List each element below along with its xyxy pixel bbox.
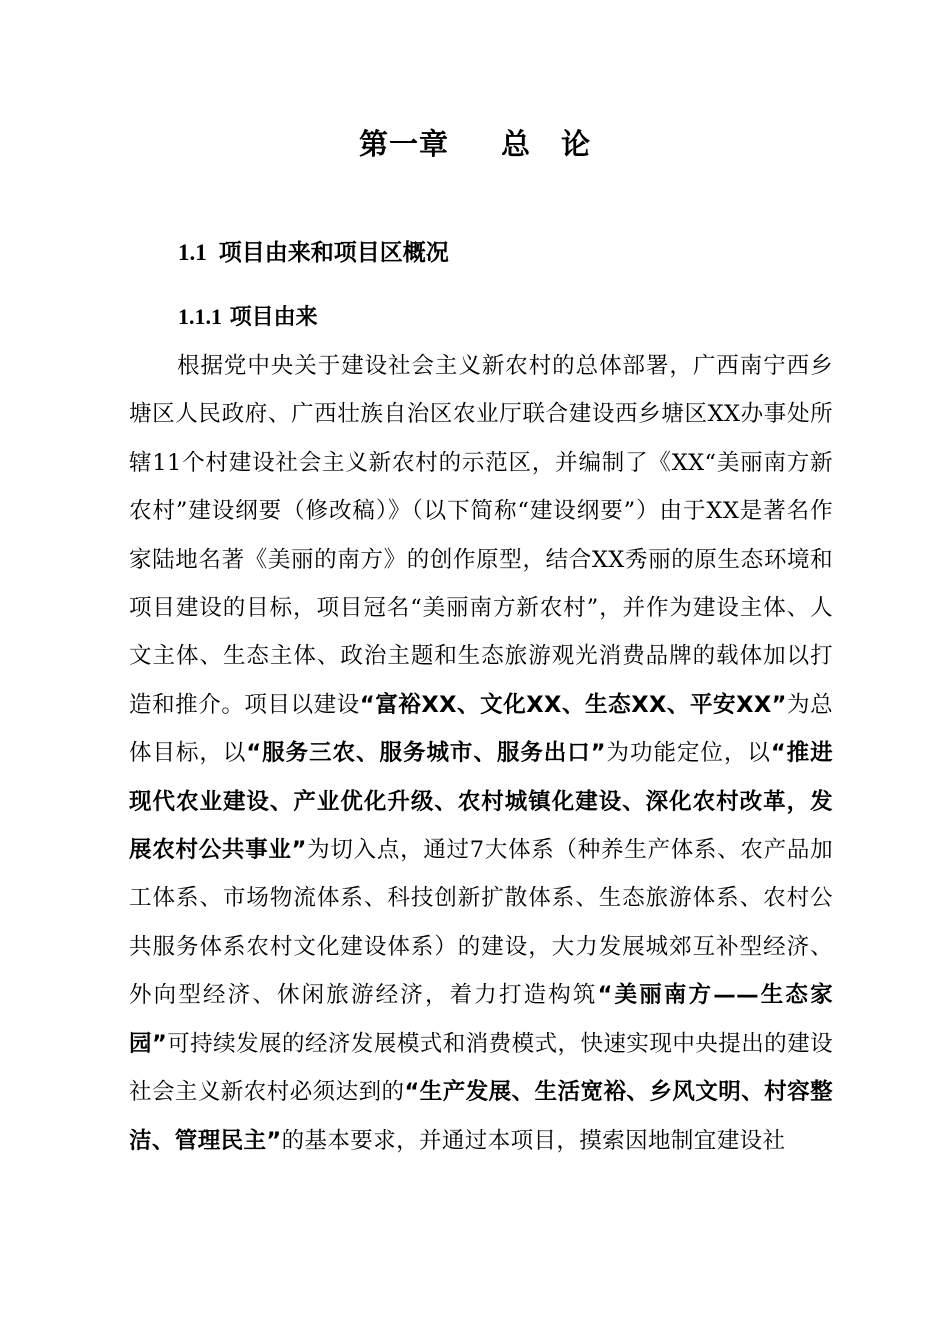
body-text: 根据党中央关于建设社会主义新农村的总体部署，广西南宁西乡塘区人民政府、广西壮族自治区农业厅联合建设西乡塘区XX办事处所辖11个村建设社会主义新农村的示范区，并编制了《XX“美丽南方新农村”建设纲要（修改稿）》（以下简称“建设纲要”）由于XX是著名作家陆地名著《美丽的南方》的创作原型，结合XX秀丽的原生态环境和项目建设的目标，项目冠名“美丽南方新农村”，并作为建设主体、人文主体、生态主体、政治主题和生态旅游观光消费品牌的载体加以打造和推介。项目以建设 <box>129 353 833 718</box>
body-text: 为切入点，通过7大体系（种养生产体系、农产品加工体系、市场物流体系、科技创新扩散体系、生态旅游体系、农村公共服务体系农村文化建设体系）的建设，大力发展城郊互补型经济、外向型经济、休闲旅游经济，着力打造构筑 <box>129 837 833 1009</box>
body-text: 的基本要求，并通过本项目，摸索因地制宜建设社 <box>281 1127 786 1154</box>
section-title: 项目由来和项目区概况 <box>218 240 449 266</box>
emphasis-text: “服务三农、服务城市、服务出口” <box>246 740 606 767</box>
body-text: 为功能定位，以 <box>605 740 771 767</box>
chapter-name: 总 论 <box>501 127 592 161</box>
subsection-heading <box>178 300 318 331</box>
body-text: 可持续发展的经济发展模式和消费模式，快速实现中央提出的建设社会主义新农村必须达到的 <box>129 1030 833 1106</box>
section-number: 1.1 <box>178 240 207 265</box>
emphasis-text: “美丽南方——生态家园” <box>129 982 833 1057</box>
emphasis-text: “推进现代农业建设、产业优化升级、农村城镇化建设、深化农村改革，发展农村公共事业” <box>129 740 833 864</box>
body-paragraph <box>129 342 833 1165</box>
body-text: 为总体目标，以 <box>129 691 833 767</box>
emphasis-text: “富裕XX、文化XX、生态XX、平安XX” <box>359 691 787 718</box>
subsection-number: 1.1.1 <box>178 304 222 329</box>
section-heading <box>178 234 449 267</box>
emphasis-text: “生产发展、生活宽裕、乡风文明、村容整洁、管理民主” <box>129 1079 833 1154</box>
chapter-number: 第一章 <box>358 127 449 161</box>
chapter-title <box>0 122 950 163</box>
subsection-title: 项目由来 <box>229 304 318 330</box>
